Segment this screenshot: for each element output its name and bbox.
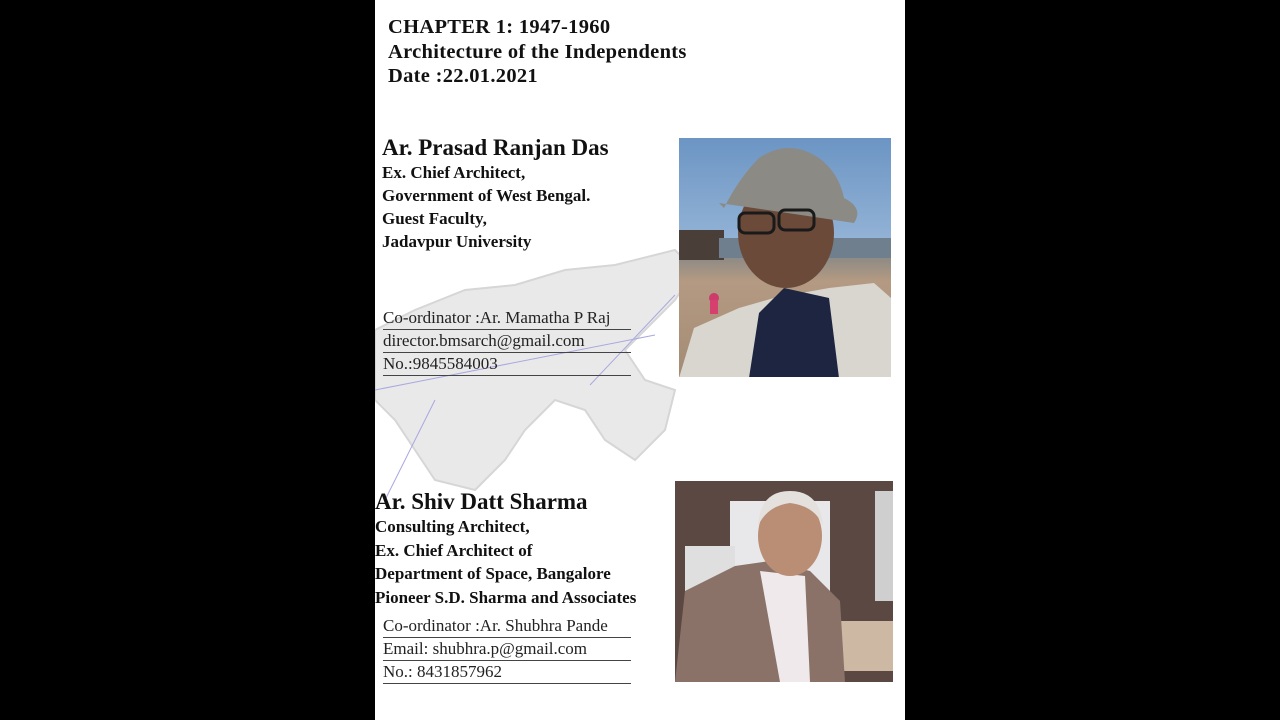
coordinator-1-info: [383, 307, 631, 376]
speaker-role: Government of West Bengal.: [382, 186, 591, 205]
document-page: [375, 0, 905, 720]
coordinator-phone: No.: 8431857962: [383, 661, 631, 684]
speaker-role: Ex. Chief Architect,: [382, 163, 526, 182]
coordinator-phone: No.:9845584003: [383, 353, 631, 376]
speaker-1-info: [382, 135, 609, 253]
chapter-header: [388, 15, 687, 89]
speaker-2-info: [375, 489, 636, 609]
coordinator-name: Co-ordinator :Ar. Shubhra Pande: [383, 615, 631, 638]
speaker-role: Guest Faculty,: [382, 209, 487, 228]
portrait-illustration: [679, 138, 891, 377]
chapter-title: CHAPTER 1: 1947-1960: [388, 16, 611, 38]
coordinator-2-info: [383, 615, 631, 684]
chapter-subtitle: Architecture of the Independents: [388, 40, 687, 63]
coordinator-name: Co-ordinator :Ar. Mamatha P Raj: [383, 307, 631, 330]
portrait-illustration: [675, 481, 893, 682]
speaker-role: Jadavpur University: [382, 232, 532, 251]
speaker-2-photo: [675, 481, 893, 682]
speaker-role: Ex. Chief Architect of: [375, 540, 533, 560]
coordinator-email[interactable]: Email: shubhra.p@gmail.com: [383, 638, 631, 661]
speaker-name: Ar. Shiv Datt Sharma: [375, 489, 588, 514]
speaker-1-photo: [679, 138, 891, 377]
speaker-role: Department of Space, Bangalore: [375, 564, 611, 583]
speaker-role: Consulting Architect,: [375, 517, 530, 536]
chapter-date: Date :22.01.2021: [388, 65, 538, 87]
coordinator-email[interactable]: director.bmsarch@gmail.com: [383, 330, 631, 353]
speaker-name: Ar. Prasad Ranjan Das: [382, 135, 609, 160]
speaker-role: Pioneer S.D. Sharma and Associates: [375, 587, 637, 607]
